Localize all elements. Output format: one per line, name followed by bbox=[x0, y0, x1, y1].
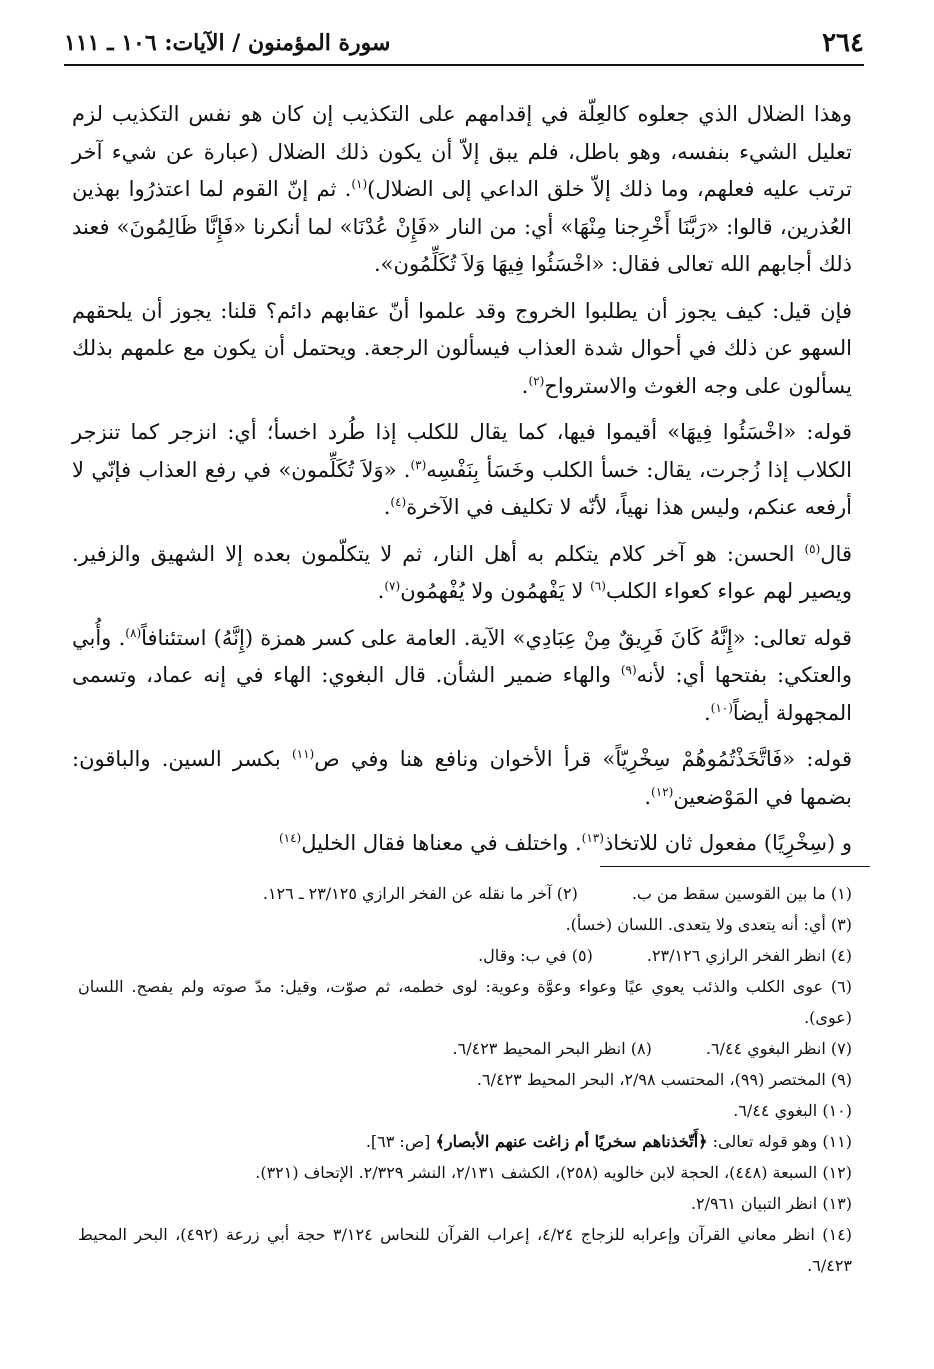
footnote-row bbox=[78, 878, 852, 909]
footnote-3: (٣) أي: أنه يتعدى ولا يتعدى. اللسان (خسأ). bbox=[565, 915, 852, 934]
paragraph: قوله: «اخْسَئُوا فِيهَا» أقيموا فيها، كما يقال للكلب إذا طُرد اخسأ؛ أي: انزجر كما تنزجر الكلاب إذا زُجرت، يقال: خسأ الكلب وخَسَأ بِنَفْسِه$^{(٣)}$. «وَلاَ تُكَلِّمون» في رفع العذاب فإنّي لا أرفعه عنكم، وليس هذا نهياً، لأنّه لا تكليف في الآخرة$^{(٤)}$. bbox=[72, 420, 852, 519]
footnote-ref: (٦) bbox=[590, 579, 606, 593]
footnote-divider bbox=[600, 866, 870, 867]
footnote-ref: (١) bbox=[351, 177, 368, 191]
footnote-10: (١٠) البغوي ٦/٤٤. bbox=[733, 1101, 852, 1120]
paragraph: فإن قيل: كيف يجوز أن يطلبوا الخروج وقد علموا أنّ عقابهم دائم؟ قلنا: يجوز أن يلحقهم السهو عن ذلك في أحوال شدة العذاب فيسألون الرجعة. ويحتمل أن يكون مع علمهم بذلك يسألون على وجه الغوث والاسترواح$^{(٢)}$. bbox=[72, 298, 852, 398]
page-header bbox=[64, 26, 864, 66]
footnote-ref: (٩) bbox=[620, 663, 637, 677]
footnote-ref: (١٢) bbox=[651, 784, 674, 799]
footnote-ref: (٨) bbox=[125, 625, 142, 640]
paragraph: وهذا الضلال الذي جعلوه كالعِلّة في إقدامهم على التكذيب إن كان هو نفس التكذيب لزم تعليل الشيء بنفسه، وهو باطل، فلم يبق إلاّ أن يكون ذلك الضلال (عبارة عن شيء آخر ترتب عليه فعلهم، وما ذلك إلاّ خلق الداعي إلى الضلال)$^{(١)}$. ثم إنّ القوم لما اعتذرُوا بهذين العُذرين، قالوا: «رَبَّنَا أَخْرِجنا مِنْهَا» أي: من النار «فَإِنْ عُدْنَا» لما أنكرنا «فَإِنَّا ظَالِمُونَ» فعند ذلك أجابهم الله تعالى فقال: «اخْسَئُوا فِيهَا وَلاَ تُكَلِّمُون». bbox=[72, 102, 852, 276]
paragraph: قوله: «فَاتَّخَذْتُمُوهُمْ سِخْرِيّاً» قرأ الأخوان ونافع هنا وفي ص$^{(١١)}$ بكسر السين. والباقون: بضمها في المَوْضعين$^{(١٢)}$. bbox=[72, 747, 852, 809]
running-title: سورة المؤمنون / الآيات: ١٠٦ ـ ١١١ bbox=[64, 30, 391, 56]
footnote-2: (٢) آخر ما نقله عن الفخر الرازي ٢٣/١٢٥ ـ ١٢٦. bbox=[262, 884, 578, 903]
footnote-1: (١) ما بين القوسين سقط من ب. bbox=[631, 884, 852, 903]
footnote-7: (٧) انظر البغوي ٦/٤٤. bbox=[705, 1039, 852, 1058]
footnote-row bbox=[78, 940, 852, 971]
footnote-ref: (٧) bbox=[384, 579, 401, 593]
footnote-5: (٥) في ب: وقال. bbox=[478, 946, 593, 965]
footnote-14: (١٤) انظر معاني القرآن وإعرابه للزجاج ٤/٢٤، إعراب القرآن للنحاس ٣/١٢٤ حجة أبي زرعة (٤٩٢)، البحر المحيط ٦/٤٢٣. bbox=[78, 1225, 852, 1275]
paragraph: قال$^{(٥)}$ الحسن: هو آخر كلام يتكلم به أهل النار، ثم لا يتكلّمون بعده إلا الشهيق والزفير. ويصير لهم عواء كعواء الكلب$^{(٦)}$ لا يَفْهمُون ولا يُفْهمُون$^{(٧)}$. bbox=[72, 541, 852, 603]
footnote-6: (٦) عوى الكلب والذئب يعوي عيًا وعواء وعوَّة وعوية: لوى خطمه، ثم صوّت، وقيل: مدّ صوته ولم يفصح. اللسان (عوى). bbox=[78, 977, 852, 1027]
footnote-ref: (١٤) bbox=[278, 831, 302, 845]
paragraph: و (سِخْرِيًا) مفعول ثان للاتخاذ$^{(١٣)}$. واختلف في معناها فقال الخليل$^{(١٤)}$ bbox=[278, 831, 852, 855]
footnote-11: (١١) وهو قوله تعالى: ﴿أَتّخذناهم سخريًا أم زاغت عنهم الأبصار﴾ [ص: ٦٣]. bbox=[365, 1132, 852, 1151]
footnote-ref: (١٠) bbox=[710, 700, 733, 715]
footnote-8: (٨) انظر البحر المحيط ٦/٤٢٣. bbox=[452, 1039, 652, 1058]
footnote-ref: (٣) bbox=[410, 457, 427, 472]
paragraph: قوله تعالى: «إِنَّهُ كَانَ فَرِيقٌ مِنْ عِبَادِي» الآية. العامة على كسر همزة (إِنَّهُ) استئنافاً$^{(٨)}$. وأُبي والعتكي: بفتحها أي: لأنه$^{(٩)}$ والهاء ضمير الشأن. قال البغوي: الهاء في إنه عماد، وتسمى المجهولة أيضاً$^{(١٠)}$. bbox=[72, 625, 852, 725]
footnote-ref: (٢) bbox=[528, 373, 545, 388]
footnote-4: (٤) انظر الفخر الرازي ٢٣/١٢٦. bbox=[646, 946, 852, 965]
footnote-row bbox=[78, 909, 852, 940]
footnote-13: (١٣) انظر التبيان ٢/٩٦١. bbox=[690, 1194, 852, 1213]
footnotes bbox=[78, 878, 852, 1281]
footnote-ref: (١١) bbox=[291, 747, 315, 761]
footnote-ref: (١٣) bbox=[581, 831, 604, 845]
quran-verse: ﴿أَتّخذناهم سخريًا أم زاغت عنهم الأبصار﴾ bbox=[435, 1132, 708, 1151]
footnote-9: (٩) المختصر (٩٩)، المحتسب ٢/٩٨، البحر المحيط ٦/٤٢٣. bbox=[476, 1070, 852, 1089]
footnote-ref: (٥) bbox=[804, 541, 821, 556]
footnote-12: (١٢) السبعة (٤٤٨)، الحجة لابن خالويه (٢٥٨)، الكشف ٢/١٣١، النشر ٢/٣٢٩. الإتحاف (٣٢١). bbox=[255, 1163, 852, 1182]
main-text bbox=[72, 96, 852, 863]
footnote-ref: (٤) bbox=[390, 495, 407, 509]
footnote-row bbox=[78, 1033, 852, 1064]
page-number: ٢٦٤ bbox=[822, 28, 864, 58]
